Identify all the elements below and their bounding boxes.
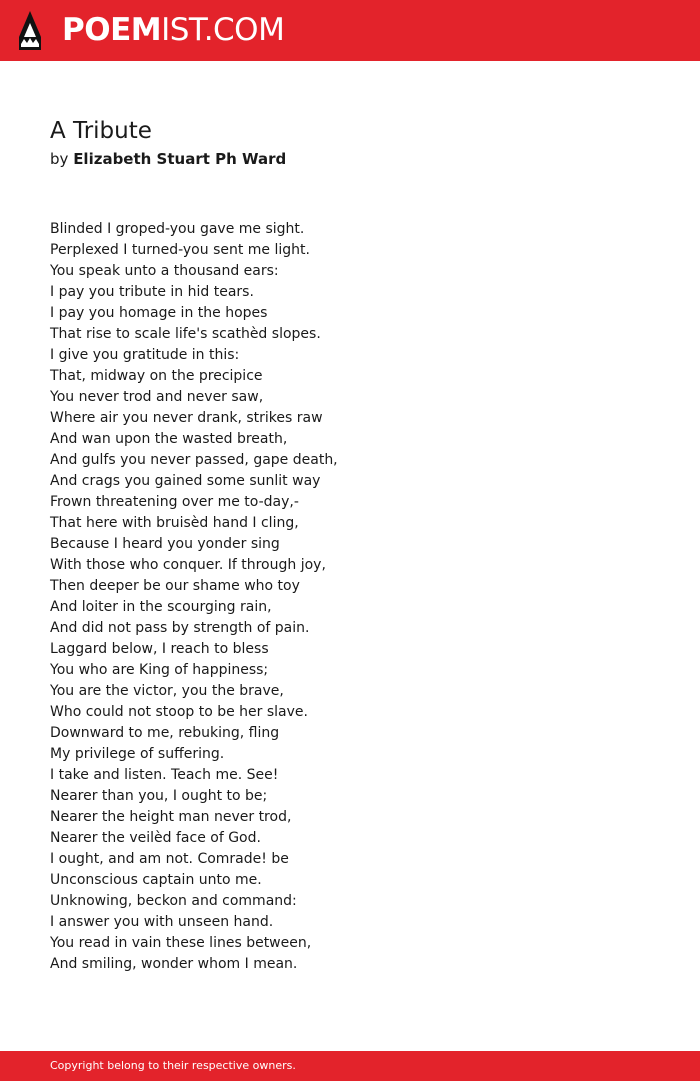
poem-line: And wan upon the wasted breath, xyxy=(50,431,288,447)
poem-line: Blinded I groped-you gave me sight. xyxy=(50,221,305,237)
poem-line: Unconscious captain unto me. xyxy=(50,872,262,888)
poem-line: You speak unto a thousand ears: xyxy=(50,263,279,279)
poem-line: I pay you tribute in hid tears. xyxy=(50,284,254,300)
poem-line: I answer you with unseen hand. xyxy=(50,914,274,930)
poem-line: Where air you never drank, strikes raw xyxy=(50,410,323,426)
site-logo[interactable] xyxy=(62,11,284,49)
poem-line: That rise to scale life's scathèd slopes. xyxy=(50,326,321,342)
logo-text-light: IST.COM xyxy=(161,12,285,48)
poem-line: With those who conquer. If through joy, xyxy=(50,557,326,573)
poem-line: I ought, and am not. Comrade! be xyxy=(50,851,289,867)
poem-line: Perplexed I turned-you sent me light. xyxy=(50,242,310,258)
poem-line: Downward to me, rebuking, fling xyxy=(50,725,280,741)
poem-line: And smiling, wonder whom I mean. xyxy=(50,956,298,972)
poem-line: My privilege of suffering. xyxy=(50,746,225,762)
poem-line: Unknowing, beckon and command: xyxy=(50,893,297,909)
header-bar xyxy=(0,0,700,61)
byline xyxy=(50,149,286,169)
poem-line: You are the victor, you the brave, xyxy=(50,683,284,699)
poem-line: Laggard below, I reach to bless xyxy=(50,641,269,657)
poem-line: I give you gratitude in this: xyxy=(50,347,240,363)
footer-bar xyxy=(0,1051,700,1081)
copyright-text: Copyright belong to their respective owners. xyxy=(50,1059,296,1072)
by-label: by xyxy=(50,150,69,168)
poem-line: I take and listen. Teach me. See! xyxy=(50,767,279,783)
poem-line: That here with bruisèd hand I cling, xyxy=(50,515,299,531)
poem-line: And did not pass by strength of pain. xyxy=(50,620,310,636)
poem-line: Frown threatening over me to-day,- xyxy=(50,494,299,510)
pencil-tip-icon xyxy=(18,10,42,52)
poem-line: Nearer than you, I ought to be; xyxy=(50,788,268,804)
poem-line: And crags you gained some sunlit way xyxy=(50,473,321,489)
poem-line: And loiter in the scourging rain, xyxy=(50,599,272,615)
poem-line: Who could not stoop to be her slave. xyxy=(50,704,308,720)
poem-line: Then deeper be our shame who toy xyxy=(50,578,300,594)
poem-line: Because I heard you yonder sing xyxy=(50,536,280,552)
poem-title: A Tribute xyxy=(50,118,152,144)
poem-line: You read in vain these lines between, xyxy=(50,935,312,951)
poem-line: I pay you homage in the hopes xyxy=(50,305,268,321)
author-name: Elizabeth Stuart Ph Ward xyxy=(73,150,287,168)
poem-line: You who are King of happiness; xyxy=(50,662,269,678)
logo-text-bold: POEM xyxy=(62,12,162,48)
poem-line: That, midway on the precipice xyxy=(50,368,263,384)
poem-line: Nearer the veilèd face of God. xyxy=(50,830,261,846)
poem-line: And gulfs you never passed, gape death, xyxy=(50,452,338,468)
poem-line: You never trod and never saw, xyxy=(50,389,264,405)
poem-line: Nearer the height man never trod, xyxy=(50,809,292,825)
poem-body xyxy=(50,219,338,975)
